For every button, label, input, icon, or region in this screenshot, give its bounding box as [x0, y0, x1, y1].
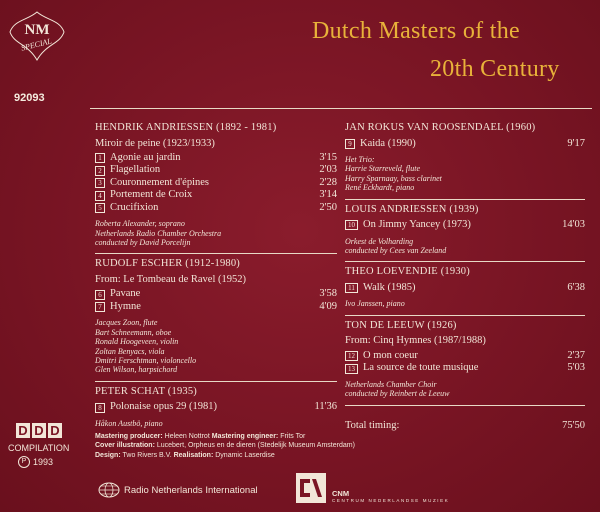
track-number: 11: [345, 283, 358, 293]
cnm-fullname: CENTRUM NEDERLANDSE MUZIEK: [332, 498, 450, 503]
album-title-line-2: 20th Century: [430, 56, 560, 82]
logo-special: SPECIAL: [20, 36, 53, 53]
track-duration: 2'03: [319, 164, 337, 176]
track-number: 6: [95, 290, 105, 300]
performer-line: René Eckhardt, piano: [345, 183, 415, 193]
track-duration: 2'50: [319, 201, 337, 213]
track-title: Portement de Croix: [110, 189, 193, 201]
performer-line: Harry Sparnaay, bass clarinet: [345, 173, 442, 183]
work-title: Miroir de peine (1923/1933): [95, 137, 215, 149]
track-duration: 11'36: [314, 401, 337, 413]
section-divider: [95, 253, 337, 254]
performers: [345, 299, 585, 308]
composer-heading: JAN ROKUS VAN ROOSENDAEL (1960): [345, 122, 536, 133]
track-row: [95, 189, 337, 201]
track-duration: 5'03: [567, 362, 585, 374]
credit-key: Cover illustration:: [95, 442, 155, 450]
performer-line: Roberta Alexander, soprano: [95, 219, 185, 229]
track-number: 8: [95, 403, 105, 413]
track-duration: 4'09: [319, 300, 337, 312]
track-row: [95, 401, 337, 413]
performers: [345, 237, 585, 256]
track-title: La source de toute musique: [363, 362, 479, 374]
performers: [345, 380, 585, 399]
credit-line: [95, 451, 595, 460]
track-duration: 2'28: [319, 176, 337, 188]
release-year: 1993: [33, 457, 54, 467]
nm-special-logo: [6, 10, 68, 62]
credit-key: Design:: [95, 451, 121, 459]
rni-name: Radio Netherlands International: [124, 484, 258, 496]
credit-key: Realisation:: [173, 451, 214, 459]
right-column: [345, 118, 585, 432]
section-divider: [345, 315, 585, 316]
track-number: 10: [345, 220, 358, 230]
track-row: [95, 301, 337, 313]
track-duration: 2'37: [567, 349, 585, 361]
credit-value: Frits Tor: [280, 433, 306, 440]
phonogram-year: [18, 456, 53, 468]
track-title: Pavane: [110, 288, 141, 300]
total-value: 75'50: [562, 419, 585, 431]
credit-value: Dynamic Laserdise: [215, 451, 275, 459]
composer-heading: THEO LOEVENDIE (1930): [345, 266, 470, 278]
track-row: [95, 152, 337, 164]
performer-line: conducted by Reinbert de Leeuw: [345, 389, 450, 399]
ddd-badge: [16, 423, 62, 438]
performers: [95, 419, 337, 428]
logo-nm: NM: [24, 22, 50, 38]
performers: [95, 219, 337, 247]
left-column: [95, 118, 337, 433]
performer-line: Håkon Austbö, piano: [95, 418, 163, 428]
performer-line: Ivo Janssen, piano: [345, 299, 405, 309]
track-title: Couronnement d'épines: [110, 176, 209, 188]
track-duration: 3'14: [319, 189, 337, 201]
performer-line: Netherlands Chamber Choir: [345, 379, 437, 389]
credit-line: [95, 432, 595, 441]
globe-icon: [98, 482, 120, 498]
performers: [95, 318, 337, 374]
track-row: [95, 177, 337, 189]
compilation-label: COMPILATION: [8, 443, 70, 453]
composer-heading: HENDRIK ANDRIESSEN (1892 - 1981): [95, 122, 277, 133]
credit-value: Lucebert, Orpheus en de dieren (Stedelijk Museum Amsterdam): [156, 442, 355, 450]
album-title-line-1: Dutch Masters of the: [312, 18, 520, 44]
section-divider: [95, 381, 337, 382]
header-divider: [90, 108, 592, 109]
track-row: [345, 282, 585, 294]
track-number: 7: [95, 302, 105, 312]
work-title: From: Cinq Hymnes (1987/1988): [345, 335, 486, 347]
performer-line: Netherlands Radio Chamber Orchestra: [95, 228, 222, 238]
cnm-mark-icon: [296, 473, 326, 503]
composer-heading: PETER SCHAT (1935): [95, 385, 197, 397]
track-row: [95, 202, 337, 214]
performer-line: conducted by David Porcelijn: [95, 237, 191, 247]
section-divider: [345, 405, 585, 406]
track-number: 5: [95, 203, 105, 213]
performer-line: Harrie Starreveld, flute: [345, 164, 421, 174]
track-title: Walk (1985): [363, 281, 416, 293]
work-title: From: Le Tombeau de Ravel (1952): [95, 273, 246, 285]
performer-line: Orkest de Volharding: [345, 236, 414, 246]
ddd-letter: D: [48, 423, 62, 438]
track-duration: 3'15: [319, 152, 337, 164]
track-row: [345, 219, 585, 231]
track-duration: 14'03: [562, 219, 585, 231]
track-title: Kaida (1990): [360, 137, 416, 149]
performers: [345, 155, 585, 193]
performer-line: Glen Wilson, harpsichord: [95, 365, 178, 375]
credit-line: [95, 441, 595, 450]
composer-heading: TON DE LEEUW (1926): [345, 319, 457, 331]
track-title: Hymne: [110, 300, 141, 312]
ddd-letter: D: [16, 423, 30, 438]
section-divider: [345, 199, 585, 200]
ddd-letter: D: [32, 423, 46, 438]
track-title: Crucifixion: [110, 201, 159, 213]
phonogram-icon: P: [18, 456, 30, 468]
total-timing: [345, 420, 585, 433]
track-title: On Jimmy Yancey (1973): [363, 219, 471, 231]
track-number: 3: [95, 178, 105, 188]
track-number: 4: [95, 191, 105, 201]
track-title: Polonaise opus 29 (1981): [110, 401, 218, 413]
track-title: Agonie au jardin: [110, 152, 181, 164]
cnm-acronym: CNM: [332, 489, 350, 498]
track-row: [345, 350, 585, 362]
credit-key: Mastering engineer:: [211, 433, 279, 440]
track-row: [345, 362, 585, 374]
credit-key: Mastering producer:: [95, 433, 163, 440]
composer-heading: LOUIS ANDRIESSEN (1939): [345, 203, 479, 215]
track-row: [95, 165, 337, 177]
credit-value: Heleen Nottrot: [164, 433, 210, 440]
total-label: Total timing:: [345, 419, 400, 431]
performer-line: Dmitri Ferschtman, violoncello: [95, 355, 197, 365]
track-duration: 6'38: [567, 281, 585, 293]
performer-line: Het Trio:: [345, 154, 375, 164]
performer-line: Jacques Zoon, flute: [95, 318, 158, 328]
track-number: 13: [345, 364, 358, 374]
production-credits: [95, 432, 595, 460]
track-row: [345, 138, 585, 150]
performer-line: Ronald Hoogeveen, violin: [95, 337, 179, 347]
rni-logo: [98, 482, 258, 498]
track-title: Flagellation: [110, 164, 161, 176]
track-duration: 9'17: [567, 137, 585, 149]
track-title: O mon coeur: [363, 349, 418, 361]
track-row: [95, 289, 337, 301]
performer-line: conducted by Cees van Zeeland: [345, 246, 447, 255]
section-divider: [345, 261, 585, 262]
track-number: 12: [345, 351, 358, 361]
performer-line: Bart Schneemann, oboe: [95, 327, 172, 337]
cnm-logo: [296, 473, 449, 503]
track-number: 1: [95, 153, 105, 163]
composer-heading: RUDOLF ESCHER (1912-1980): [95, 258, 241, 270]
catalog-number: 92093: [14, 92, 45, 104]
track-number: 2: [95, 166, 105, 176]
performer-line: Zoltan Benyacs, viola: [95, 346, 165, 356]
track-number: 9: [345, 139, 355, 149]
track-duration: 3'58: [319, 288, 337, 300]
credit-value: Two Rivers B.V.: [122, 451, 172, 459]
